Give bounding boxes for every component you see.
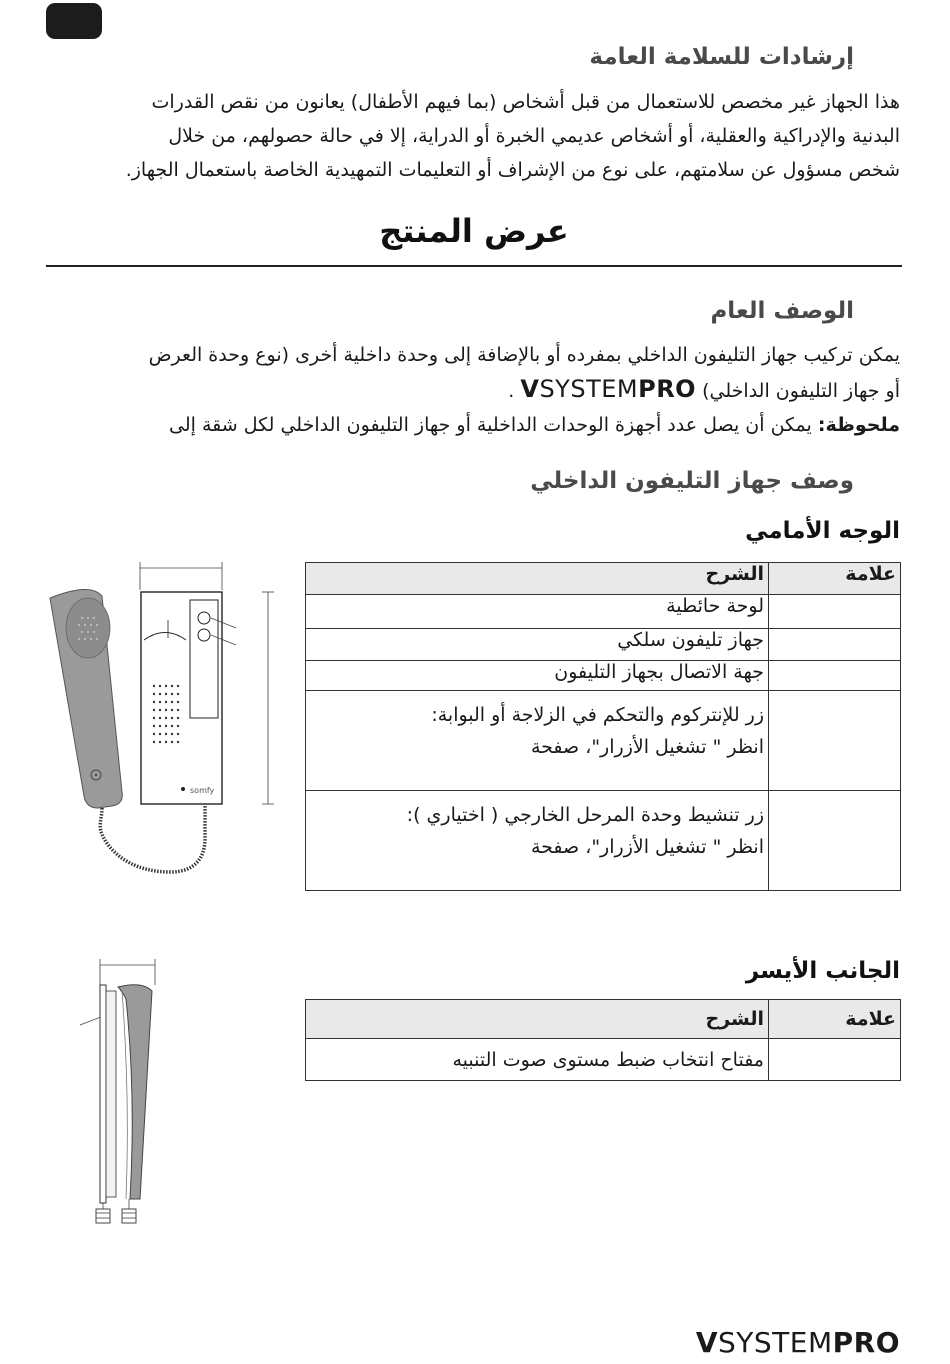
mark-cell (769, 629, 901, 661)
safety-line: شخص مسؤول عن سلامتهم، على نوع من الإشراف أو التعليمات التمهيدية الخاصة باستعمال الجهاز. (125, 159, 900, 181)
general-line-1: يمكن تركيب جهاز التليفون الداخلي بمفرده أو بالإضافة إلى وحدة داخلية أخرى (نوع وحدة العرض (148, 344, 900, 366)
mark-cell (769, 791, 901, 891)
safety-paragraph (40, 85, 900, 187)
col-mark-header: علامة (769, 1000, 901, 1039)
table-row (306, 791, 901, 891)
brand-inline-logo: VSYSTEMPRO (520, 375, 697, 403)
col-desc-header: الشرح (306, 563, 769, 595)
general-paragraph (40, 338, 900, 442)
somfy-logo: somfy (190, 786, 215, 795)
general-note (40, 408, 900, 442)
note-text: يمكن أن يصل عدد أجهزة الوحدات الداخلية أو جهاز التليفون الداخلي لكل شقة إلى (169, 414, 818, 436)
page-number-tab (46, 3, 102, 39)
table-header-row (306, 1000, 901, 1039)
mark-cell (769, 691, 901, 791)
safety-line: هذا الجهاز غير مخصص للاستعمال من قبل أشخاص (بما فيهم الأطفال) يعانون من نقص القدرات (151, 91, 900, 113)
general-line-2-suffix: . (508, 380, 515, 402)
table-row (306, 595, 901, 629)
left-side-heading: الجانب الأيسر (745, 958, 900, 984)
mark-cell (769, 595, 901, 629)
note-label: ملحوظة: (817, 414, 900, 436)
general-line-2 (40, 372, 900, 408)
desc-cell: جهاز تليفون سلكي (306, 629, 769, 661)
safety-heading: إرشادات للسلامة العامة (589, 44, 854, 70)
desc-cell: مفتاح انتخاب ضبط مستوى صوت التنبيه (306, 1039, 769, 1081)
safety-line: البدنية والإدراكية والعقلية، أو أشخاص عديمي الخبرة أو الدراية، إلا في حالة حصولهم، من خلال (168, 125, 900, 147)
left-side-table (305, 999, 901, 1081)
mark-cell (769, 661, 901, 691)
front-heading: الوجه الأمامي (745, 518, 900, 544)
desc-cell: زر للإنتركوم والتحكم في الزلاجة أو البوابة: انظر " تشغيل الأزرار"، صفحة (306, 691, 769, 791)
intercom-front-illustration (40, 560, 290, 880)
desc-cell: زر تنشيط وحدة المرحل الخارجي ( اختياري ): انظر " تشغيل الأزرار"، صفحة (306, 791, 769, 891)
desc-cell: جهة الاتصال بجهاز التليفون (306, 661, 769, 691)
section-divider (46, 265, 902, 267)
table-header-row (306, 563, 901, 595)
general-heading: الوصف العام (710, 298, 854, 324)
front-table (305, 562, 901, 891)
general-line-2-prefix: أو جهاز التليفون الداخلي) (702, 380, 900, 402)
intercom-side-illustration (70, 955, 180, 1230)
table-row (306, 691, 901, 791)
footer-brand-logo: VSYSTEMPRO (695, 1326, 900, 1359)
intercom-heading: وصف جهاز التليفون الداخلي (530, 468, 854, 494)
section-title: عرض المنتج (379, 212, 569, 250)
table-row (306, 629, 901, 661)
table-row (306, 661, 901, 691)
mark-cell (769, 1039, 901, 1081)
col-mark-header: علامة (769, 563, 901, 595)
table-row (306, 1039, 901, 1081)
desc-cell: لوحة حائطية (306, 595, 769, 629)
col-desc-header: الشرح (306, 1000, 769, 1039)
